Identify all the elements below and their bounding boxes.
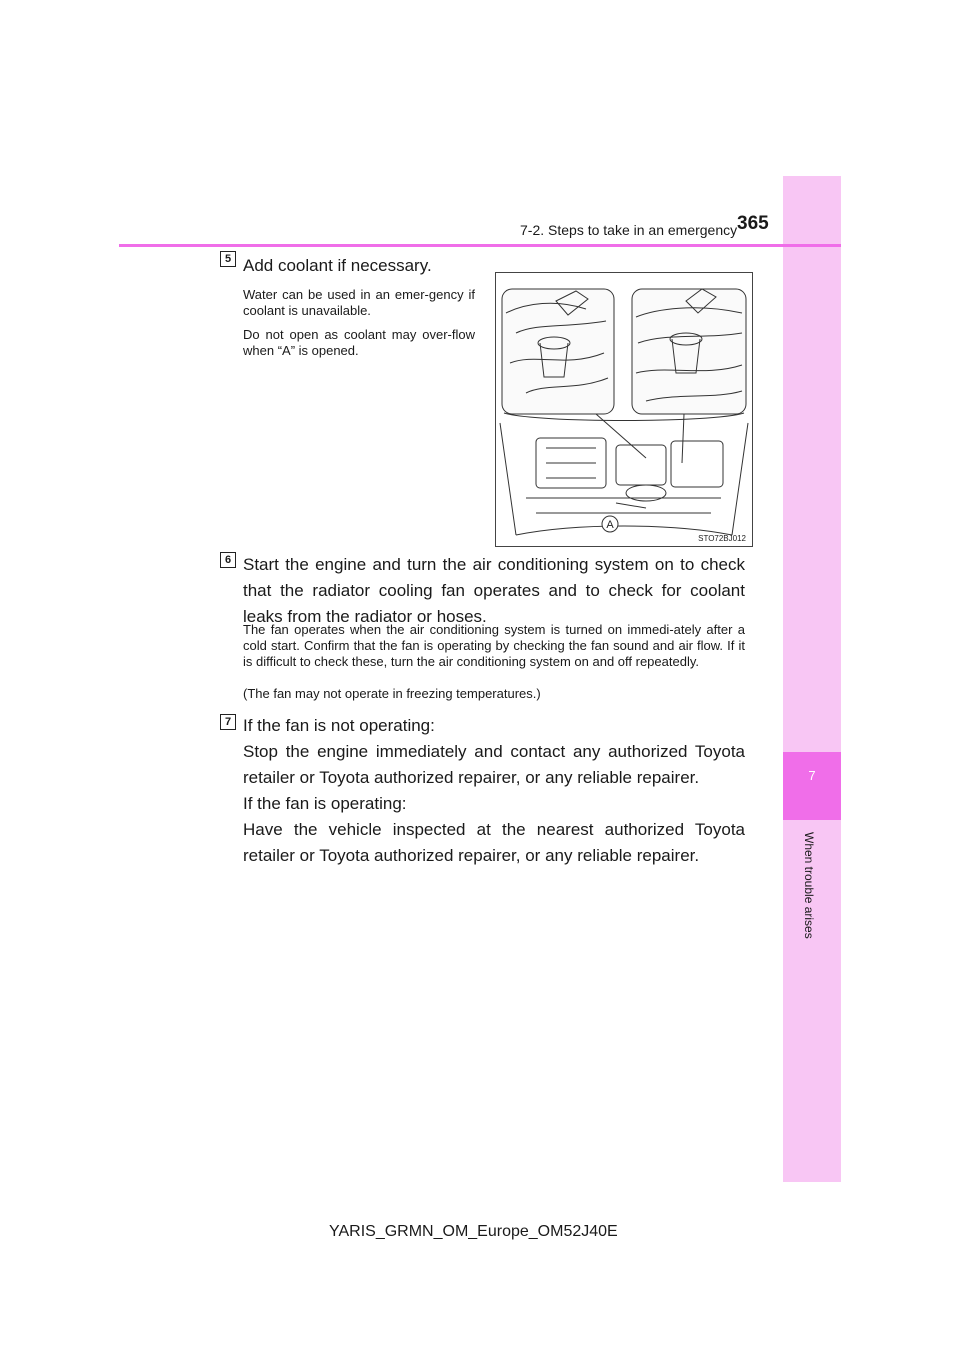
step-6-title: Start the engine and turn the air conditioning system on to check that the radiator cooling fan operates and to check for coolant leaks from the radiator or hoses.: [243, 555, 745, 626]
step-number-badge: 7: [220, 714, 236, 730]
chapter-number: 7: [808, 768, 816, 783]
step-number-badge: 5: [220, 251, 236, 267]
step-7-condition-2: If the fan is operating:: [243, 794, 407, 813]
section-title: 7-2. Steps to take in an emergency: [520, 222, 738, 238]
document-id: YARIS_GRMN_OM_Europe_OM52J40E: [329, 1223, 618, 1240]
engine-bay-drawing: [496, 273, 752, 546]
step-5-note-2: Do not open as coolant may over-flow when “A” is opened.: [243, 327, 475, 358]
chapter-title: When trouble arises: [802, 832, 816, 939]
header-rule: [119, 244, 841, 247]
page-number: 365: [737, 213, 769, 234]
engine-bay-illustration: [495, 272, 753, 547]
step-7-action-1: Stop the engine immediately and contact any authorized Toyota retailer or Toyota authorized repairer, or any reliable repairer.: [243, 742, 745, 787]
step-7-condition-1: If the fan is not operating:: [243, 716, 435, 735]
chapter-side-tab: [783, 176, 841, 1182]
step-5-title: Add coolant if necessary.: [243, 256, 432, 275]
step-6-note: The fan operates when the air conditioning system is turned on immedi-ately after a cold start. Confirm that the fan is operating by checking the fan sound and air flow. If it is difficult to check these, turn the air conditioning system on and off repeatedly.: [243, 622, 745, 669]
chapter-tab-highlight: [783, 752, 841, 820]
step-number-badge: 6: [220, 552, 236, 568]
step-6-note-extra: (The fan may not operate in freezing temperatures.): [243, 686, 541, 701]
step-5-note-1: Water can be used in an emer-gency if coolant is unavailable.: [243, 287, 475, 318]
figure-code: STO72BJ012: [698, 534, 746, 543]
step-7-action-2: Have the vehicle inspected at the nearest authorized Toyota retailer or Toyota authorized repairer, or any reliable repairer.: [243, 820, 745, 865]
callout-a-label: A: [606, 519, 614, 531]
